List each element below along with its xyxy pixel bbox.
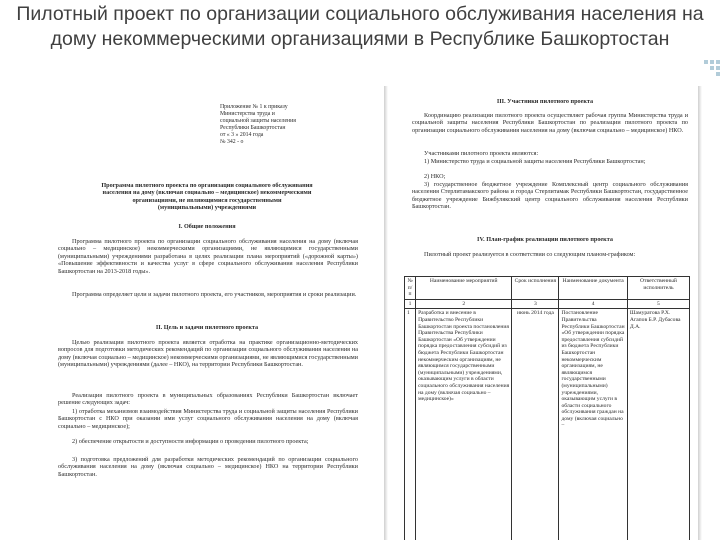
slide-title-line1: Пилотный проект по организации социального обслуживания населения на: [16, 3, 704, 25]
task-item: 3) подготовка предложений для разработки методических рекомендаций по организации социального обслуживания населения на дому (включая социально – медицинское) НКО на территории Республики Башкортостан.: [58, 456, 358, 478]
appendix-block: [220, 104, 370, 146]
table-header-cell: Срок исполнения: [512, 277, 559, 300]
section1-text2: Программа определяет цели и задачи пилотного проекта, его участников, мероприятия и сроки реализации.: [72, 291, 357, 298]
page-shadow: [698, 86, 702, 540]
section4-text: Пилотный проект реализуется в соответствии со следующим планом-графиком:: [424, 251, 636, 258]
table-cell: Разработка и внесение в Правительство Республики Башкортостан проекта постановления Правительства Республики Башкортостан «Об утверждении порядка предоставления субсидий из бюджета Республики Башкортостан некоммерческим организациям, не являющимся государственными (муниципальными) учреждениями, оказывающим услуги в области социального обслуживания населения на дому (включая социально – медицинское)»: [416, 309, 512, 540]
table-cell: 5: [627, 299, 689, 309]
table-cell: 1: [405, 309, 416, 540]
table-cell: 2: [416, 299, 512, 309]
table-cell: 3: [512, 299, 559, 309]
task-item: 2) обеспечение открытости и доступности информации о проведении пилотного проекта;: [72, 438, 309, 445]
program-title-line: (муниципальными) учреждениями: [157, 204, 257, 212]
section3-heading: III. Участники пилотного проекта: [496, 98, 594, 105]
participant-item: 3) государственное бюджетное учреждение Комплексный центр социального обслуживания населения Стерлитамакского района и города Стерлитамак Республики Башкортостан, государственное бюджетное учреждение Бижбулякский центр социального обслуживания населения Республики Башкортостан.: [412, 181, 688, 211]
slide-title-line2: дому некоммерческими организациями в Республике Башкортостан: [50, 28, 670, 50]
slide-title: [0, 2, 720, 52]
corner-decoration: [702, 60, 720, 120]
program-title: [50, 182, 364, 212]
appendix-line: социальной защиты населения: [220, 118, 296, 124]
appendix-line: Министерства труда и: [220, 111, 275, 117]
section2-text2: Реализация пилотного проекта в муниципальных образованиях Республики Башкортостан включает решение следующих задач:: [58, 392, 358, 407]
appendix-line: Приложение № 1 к приказу: [220, 104, 288, 110]
participant-item: 2) НКО;: [424, 173, 446, 180]
table-cell: июнь 2014 года: [512, 309, 559, 540]
section1-heading: I. Общие положения: [178, 223, 236, 230]
table-row: [405, 309, 690, 540]
plan-table: [404, 276, 690, 540]
table-header-cell: Наименование документа: [559, 277, 627, 300]
table-header-cell: Наименование мероприятий: [416, 277, 512, 300]
program-title-line: Программа пилотного проекта по организации социального обслуживания: [101, 182, 313, 189]
table-number-row: [405, 299, 690, 309]
section2-text: Целью реализации пилотного проекта является отработка на практике организационно-методических вопросов для подготовки методических рекомендаций по организации социального обслуживания населения на дому (включая социально – медицинское) некоммерческими организациями, не являющимися государственными (муниципальными) учреждениями (далее – НКО), на территории Республики Башкортостан.: [58, 339, 358, 369]
table-header-cell: № п/п: [405, 277, 416, 300]
participant-item: 1) Министерство труда и социальной защиты населения Республики Башкортостан;: [424, 158, 646, 165]
table-cell: 4: [559, 299, 627, 309]
program-title-line: населения на дому (включая социально – медицинское) некоммерческими: [102, 189, 312, 197]
section1-text: Программа пилотного проекта по организации социального обслуживания населения на дому (включая социально – медицинское) некоммерческими организациями, не являющимися государственными (муниципальными) учреждениями разработана в целях реализации плана мероприятий («дорожной карты») «Повышение эффективности и качества услуг в сфере социального обслуживания населения Республики Башкортостан на 2013-2018 годы».: [58, 238, 358, 275]
table-header-row: [405, 277, 690, 300]
table-cell: Шамуратова Р.Х. Агапов Б.Р. Дубасова Д.А.: [627, 309, 689, 540]
page-shadow: [384, 86, 388, 540]
task-item: 1) отработка механизмов взаимодействия Министерства труда и социальной защиты населения Республики Башкортостан с НКО при оказании ими услуг социального обслуживания населения на дому (включая социально – медицинское);: [58, 408, 358, 430]
participants-intro: Участниками пилотного проекта являются:: [424, 150, 539, 157]
document-page-left: [30, 86, 384, 540]
table-cell: Постановление Правительства Республики Башкортостан «Об утверждении порядка предоставления субсидий из бюджета Республики Башкортостан некоммерческим организациям, не являющимся государственными (муниципальными) учреждениями, оказывающим услуги в области социального обслуживания граждан на дому (включая социально –: [559, 309, 627, 540]
section3-text: Координацию реализации пилотного проекта осуществляет рабочая группа Министерства труда и социальной защиты населения Республики Башкортостан по реализации пилотного проекта по организации социального обслуживания населения на дому (включая социально – медицинское) НКО.: [412, 112, 688, 134]
table-header-cell: Ответственный исполнитель: [627, 277, 689, 300]
document-page-right: [392, 86, 698, 540]
appendix-line: Республики Башкортостан: [220, 125, 286, 131]
section4-heading: IV. План-график реализации пилотного проекта: [477, 236, 613, 243]
table-cell: 1: [405, 299, 416, 309]
appendix-line: от « 3 » 2014 года: [220, 132, 264, 138]
appendix-line: № 342 - о: [220, 139, 244, 145]
section2-heading: II. Цель и задачи пилотного проекта: [155, 324, 259, 331]
program-title-line: организациями, не являющимися государственными: [132, 196, 282, 204]
